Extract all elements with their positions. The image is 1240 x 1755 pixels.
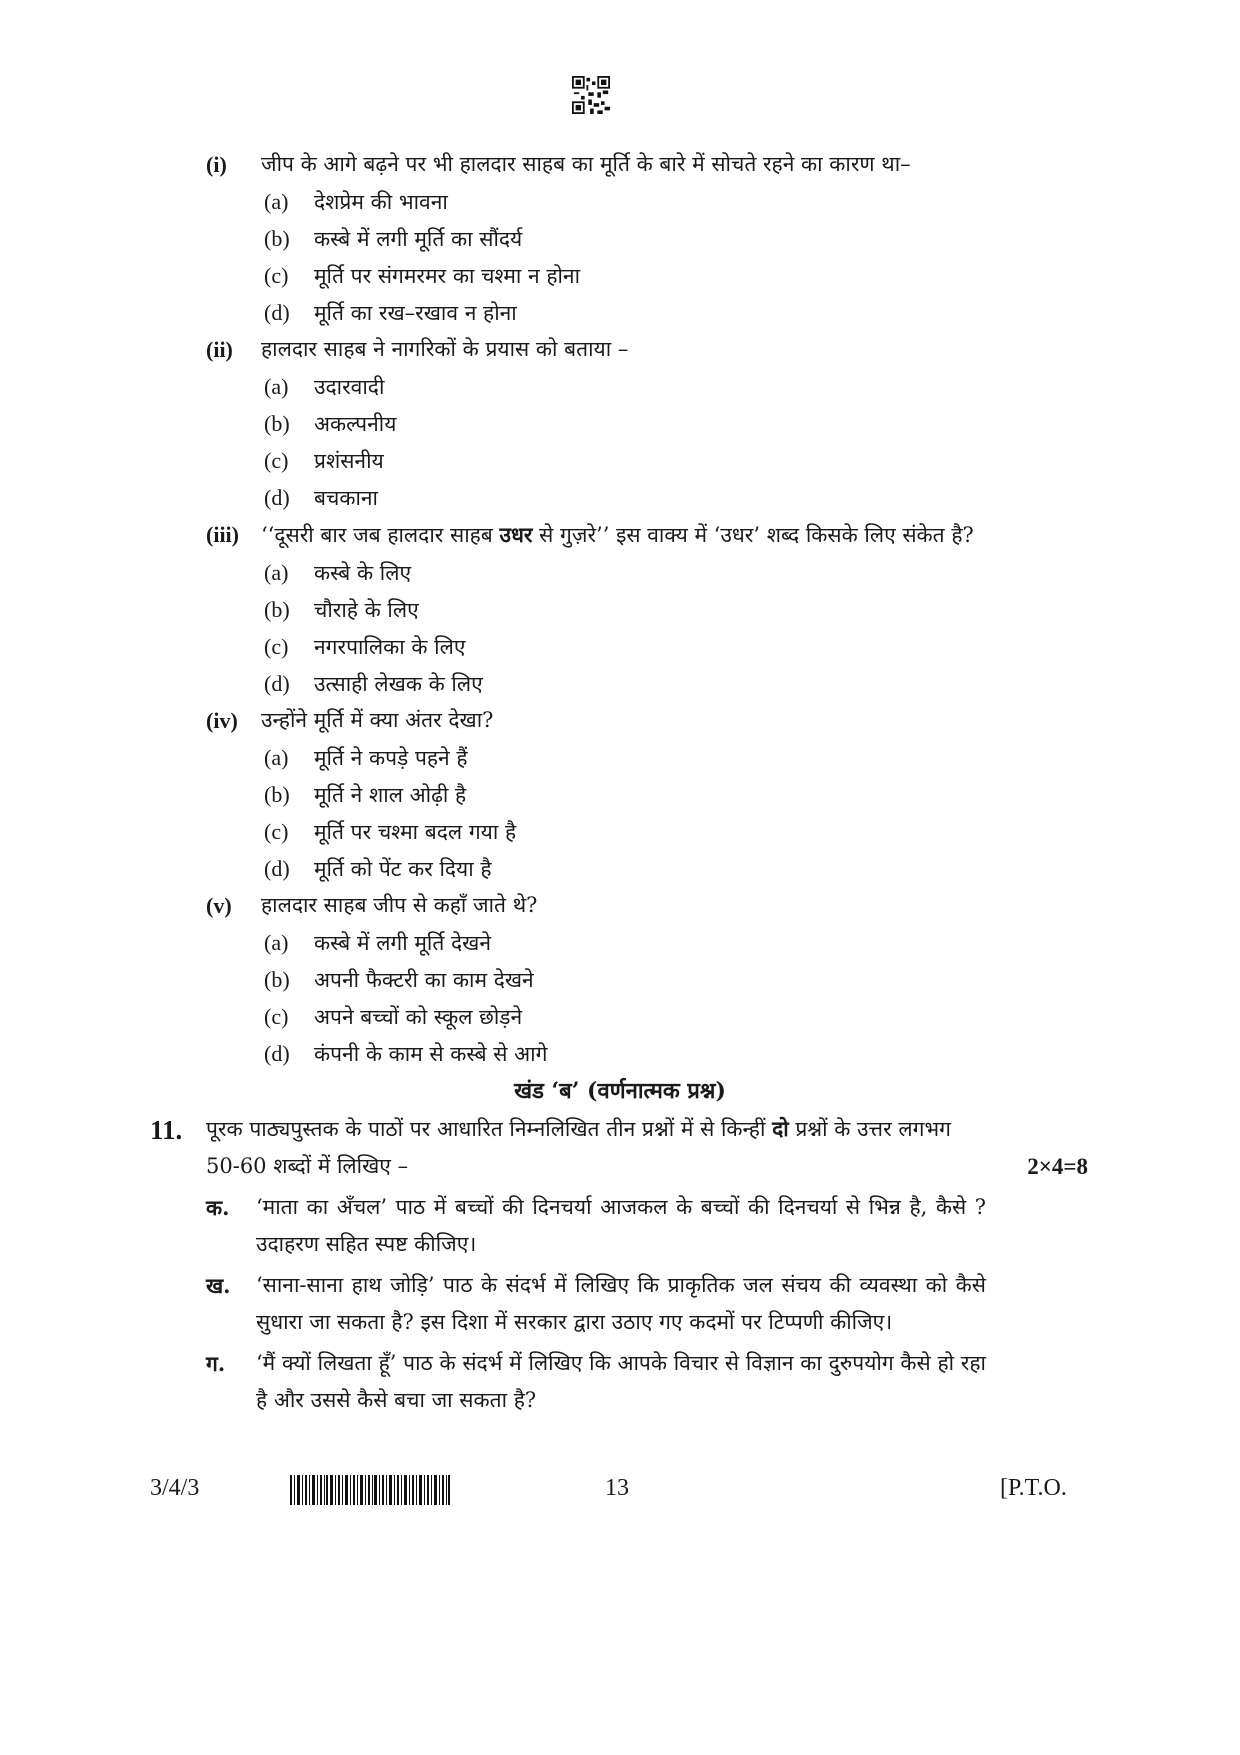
option <box>264 850 986 887</box>
question-number: (ii) <box>206 337 233 362</box>
option <box>264 554 986 591</box>
marks-label: 2×4=8 <box>1027 1154 1088 1179</box>
question-iv <box>206 702 986 887</box>
option <box>264 294 986 331</box>
option-text: चौराहे के लिए <box>314 598 419 622</box>
option-text: उदारवादी <box>314 375 385 399</box>
option-label: (a) <box>264 745 289 770</box>
question-text-part: पूरक पाठ्यपुस्तक के पाठों पर आधारित निम्नलिखित तीन प्रश्नों में से किन्हीं <box>206 1117 773 1141</box>
options-list <box>264 924 986 1072</box>
sub-question <box>206 1345 986 1419</box>
option <box>264 924 986 961</box>
qr-code-icon <box>572 76 610 114</box>
option <box>264 479 986 516</box>
option-label: (b) <box>264 967 290 992</box>
option-text: बचकाना <box>314 486 378 510</box>
option-text: मूर्ति का रख–रखाव न होना <box>314 301 517 325</box>
option <box>264 998 986 1035</box>
option-text: देशप्रेम की भावना <box>314 190 448 214</box>
option <box>264 739 986 776</box>
question-number: (iii) <box>206 522 239 547</box>
question-i <box>206 146 986 331</box>
options-list <box>264 183 986 331</box>
option <box>264 665 986 702</box>
exam-content <box>0 146 1240 1419</box>
sub-question-label: ग. <box>206 1351 226 1376</box>
option-label: (a) <box>264 560 289 585</box>
options-list <box>264 554 986 702</box>
option-text: मूर्ति ने शाल ओढ़ी है <box>314 783 467 807</box>
question-text: उन्होंने मूर्ति में क्या अंतर देखा? <box>261 708 494 732</box>
option-text: कस्बे में लगी मूर्ति का सौंदर्य <box>314 227 523 251</box>
option <box>264 405 986 442</box>
question-11 <box>150 1110 1090 1419</box>
page-number: 13 <box>605 1475 629 1501</box>
option <box>264 442 986 479</box>
sub-question <box>206 1189 986 1263</box>
option-label: (c) <box>264 448 289 473</box>
option-label: (d) <box>264 300 290 325</box>
question-number: 11. <box>150 1115 183 1145</box>
question-text: जीप के आगे बढ़ने पर भी हालदार साहब का मूर्ति के बारे में सोचते रहने का कारण था– <box>261 152 911 176</box>
option-label: (b) <box>264 411 290 436</box>
question-number: (iv) <box>206 708 238 733</box>
question-text: हालदार साहब ने नागरिकों के प्रयास को बताया – <box>261 337 629 361</box>
option-label: (b) <box>264 226 290 251</box>
option-label: (c) <box>264 634 289 659</box>
option-text: मूर्ति पर चश्मा बदल गया है <box>314 820 517 844</box>
option <box>264 368 986 405</box>
page-footer <box>0 1475 1240 1515</box>
question-text <box>206 1110 986 1185</box>
sub-question-text: ‘माता का अँचल’ पाठ में बच्चों की दिनचर्या आजकल के बच्चों की दिनचर्या से भिन्न है, कैसे ? उदाहरण सहित स्पष्ट कीजिए। <box>256 1195 986 1256</box>
option-label: (a) <box>264 189 289 214</box>
question-text-part: से गुज़रे’’ इस वाक्य में ‘उधर’ शब्द किसके लिए संकेत है? <box>532 523 974 547</box>
option-text: कस्बे के लिए <box>314 561 412 585</box>
option <box>264 1035 986 1072</box>
option-text: नगरपालिका के लिए <box>314 635 466 659</box>
option-text: प्रशंसनीय <box>314 449 384 473</box>
option-text: अकल्पनीय <box>314 412 397 436</box>
options-list <box>264 368 986 516</box>
option-text: मूर्ति ने कपड़े पहने हैं <box>314 746 468 770</box>
option-text: उत्साही लेखक के लिए <box>314 672 483 696</box>
option <box>264 961 986 998</box>
sub-question-label: क. <box>206 1195 230 1220</box>
option <box>264 776 986 813</box>
option-text: मूर्ति पर संगमरमर का चश्मा न होना <box>314 264 581 288</box>
option-text: मूर्ति को पेंट कर दिया है <box>314 857 492 881</box>
option-text: अपनी फैक्टरी का काम देखने <box>314 968 534 992</box>
option <box>264 220 986 257</box>
question-number: (v) <box>206 893 232 918</box>
section-title: खंड ‘ब’ (वर्णनात्मक प्रश्न) <box>514 1078 726 1104</box>
question-text: हालदार साहब जीप से कहाँ जाते थे? <box>261 893 538 917</box>
option-label: (d) <box>264 671 290 696</box>
option-label: (d) <box>264 1041 290 1066</box>
option <box>264 591 986 628</box>
option-text: कस्बे में लगी मूर्ति देखने <box>314 931 491 955</box>
paper-code: 3/4/3 <box>150 1475 200 1501</box>
option-label: (b) <box>264 597 290 622</box>
question-text <box>261 516 986 554</box>
option-label: (c) <box>264 1004 289 1029</box>
option-label: (c) <box>264 263 289 288</box>
question-number: (i) <box>206 152 227 177</box>
pto-label: [P.T.O. <box>1000 1475 1067 1501</box>
question-text-part: प्रश्नों के उत्तर लगभग 50-60 शब्दों में लिखिए – <box>206 1117 951 1178</box>
sub-question <box>206 1267 986 1341</box>
question-iii <box>206 516 986 702</box>
options-list <box>264 739 986 887</box>
option-text: कंपनी के काम से कस्बे से आगे <box>314 1042 548 1066</box>
sub-question-label: ख. <box>206 1273 231 1298</box>
option-label: (c) <box>264 819 289 844</box>
option-label: (a) <box>264 930 289 955</box>
option <box>264 183 986 220</box>
sub-question-text: ‘मैं क्यों लिखता हूँ’ पाठ के संदर्भ में लिखिए कि आपके विचार से विज्ञान का दुरुपयोग कैसे हो रहा है और उससे कैसे बचा जा सकता है? <box>256 1351 986 1412</box>
question-text-part: ‘‘दूसरी बार जब हालदार साहब <box>261 523 500 547</box>
option-label: (a) <box>264 374 289 399</box>
option-label: (d) <box>264 856 290 881</box>
question-text-emphasis: उधर <box>499 522 533 547</box>
sub-question-text: ‘साना-साना हाथ जोड़ि’ पाठ के संदर्भ में लिखिए कि प्राकृतिक जल संचय की व्यवस्था को कैसे सुधारा जा सकता है? इस दिशा में सरकार द्वारा उठाए गए कदमों पर टिप्पणी कीजिए। <box>256 1273 986 1334</box>
question-v <box>206 887 986 1072</box>
option <box>264 813 986 850</box>
option-label: (b) <box>264 782 290 807</box>
option <box>264 628 986 665</box>
option-label: (d) <box>264 485 290 510</box>
option-text: अपने बच्चों को स्कूल छोड़ने <box>314 1005 523 1029</box>
question-text-emphasis: दो <box>772 1116 789 1141</box>
option <box>264 257 986 294</box>
question-ii <box>206 331 986 516</box>
barcode-icon <box>290 1475 450 1505</box>
